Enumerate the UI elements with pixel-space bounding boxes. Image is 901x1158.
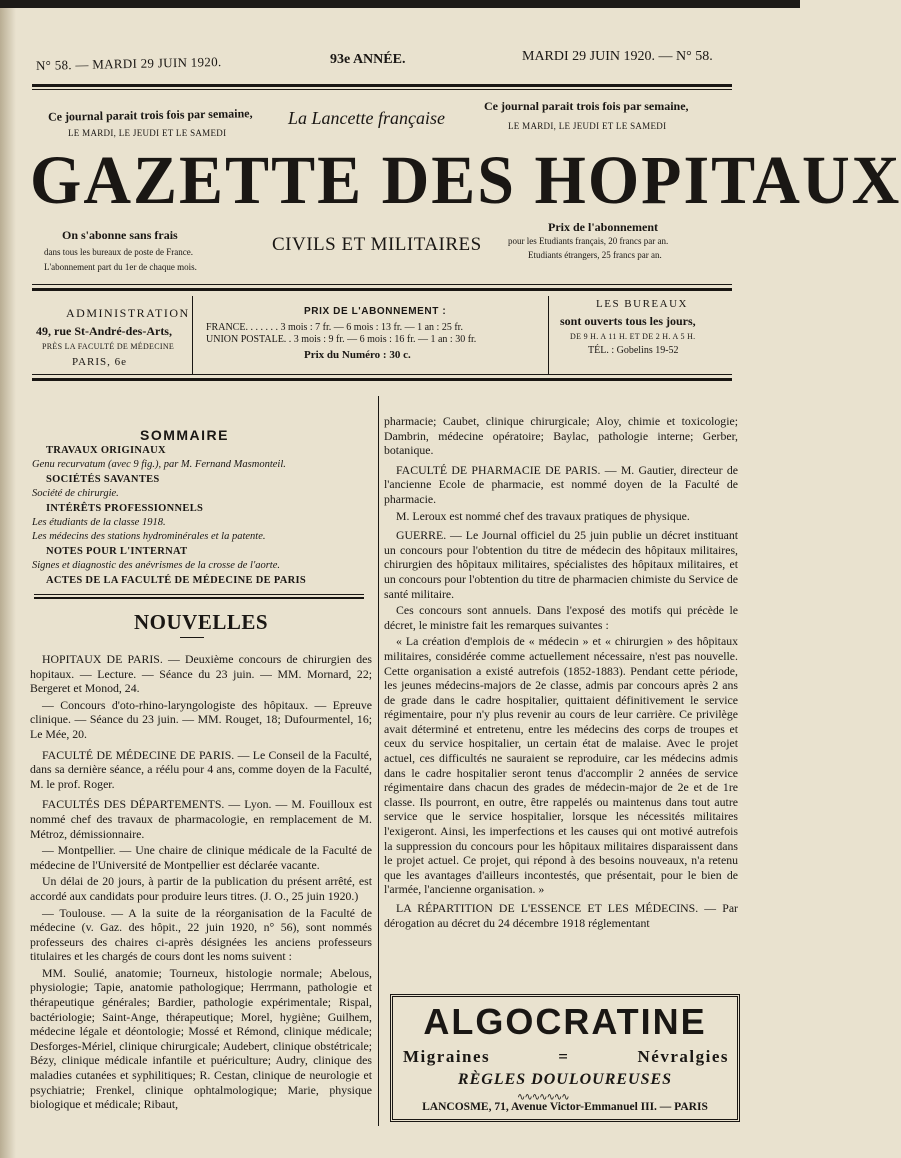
infobar-divider-right — [548, 296, 549, 374]
news-paragraph: MM. Soulié, anatomie; Tourneux, histologie normale; Abelous, physiologie; Tapie, anatomie pathologique; Herrmann, pathologie et thérapeutique générales; Bardier, pathologie expérimentale; Rispal, bactériologie; Saint-Ange, thérapeutique; Morel, hygiène; Guilhem, médecine légale et déontologie; Mossé et Rémond, clinique médicale; Desforges-Mériel, clinique chirurgicale; Audebert, clinique obstétricale; Bézy, clinique médicale infantile et puériculture; Audry, clinique des maladies cutanées et syphilitiques; R. Cestan, clinique de neurologie et psychiatrie; Frenkel, clinique ophtalmologique; Marie, physique biologique et médicale; Ribaut, — [30, 965, 372, 1112]
news-paragraph: LA RÉPARTITION DE L'ESSENCE ET LES MÉDECINS. — Par dérogation au décret du 24 décembre 1918 réglementant — [384, 901, 738, 930]
administration-note: PRÈS LA FACULTÉ DE MÉDECINE — [42, 342, 175, 351]
sommaire-heading: NOTES POUR L'INTERNAT — [46, 545, 188, 557]
frequency-note-right: Ce journal parait trois fois par semaine, — [484, 99, 689, 113]
news-paragraph: GUERRE. — Le Journal officiel du 25 juin publie un décret instituant un concours pour l'obtention du titre de médecin des hôpitaux militaires, chirurgien des hôpitaux militaires, spécialistes des hôpitaux militaires, et un concours pour l'obtention du titre de pharmacien chimiste du Service de santé militaire. — [384, 528, 738, 601]
sommaire-list — [32, 444, 372, 588]
sommaire-item: Société de chirurgie. — [32, 488, 119, 500]
price-row-union: UNION POSTALE. . 3 mois : 9 fr. — 6 mois : 16 fr. — 1 an : 30 fr. — [206, 334, 477, 345]
sommaire-heading: INTÉRÊTS PROFESSIONNELS — [46, 502, 204, 514]
advert-address: LANCOSME, 71, Avenue Victor-Emmanuel III. — PARIS — [422, 1101, 708, 1113]
news-paragraph: — Montpellier. — Une chaire de clinique médicale de la Faculté de médecine de l'Université de Montpellier est déclarée vacante. — [30, 843, 372, 872]
masthead-rule — [32, 288, 732, 291]
infobar-divider-left — [192, 296, 193, 374]
right-column — [384, 414, 738, 932]
news-paragraph: pharmacie; Caubet, clinique chirurgicale; Aloy, chimie et toxicologie; Dambrin, médecine opératoire; Baylac, pathologie interne; Gerber, botanique. — [384, 414, 738, 458]
news-paragraph: M. Leroux est nommé chef des travaux pratiques de physique. — [396, 508, 690, 523]
price-table-heading: PRIX DE L'ABONNEMENT : — [304, 306, 447, 317]
issue-date-left: N° 58. — MARDI 29 JUIN 1920. — [35, 54, 222, 73]
news-paragraph: HOPITAUX DE PARIS. — Deuxième concours de chirurgien des hopitaux. — Lecture. — Séance du 23 juin. — MM. Mornard, 22; Bergeret et Monod, 24. — [30, 652, 372, 696]
page-binding-shadow — [0, 0, 16, 1158]
algocratine-advert — [390, 994, 740, 1122]
advert-migraines: Migraines — [403, 1047, 491, 1066]
advert-brand: ALGOCRATINE — [423, 1001, 707, 1042]
sommaire-heading: ACTES DE LA FACULTÉ DE MÉDECINE DE PARIS — [46, 574, 307, 586]
newspaper-subtitle: CIVILS ET MILITAIRES — [272, 234, 482, 255]
subscribe-note-3: L'abonnement part du 1er de chaque mois. — [44, 262, 197, 272]
subscription-price-french: pour les Etudiants français, 20 francs par an. — [508, 236, 669, 246]
subscription-price-foreign: Etudiants étrangers, 25 francs par an. — [528, 250, 662, 260]
issue-year: 93e ANNÉE. — [330, 52, 406, 67]
advert-separator: = — [558, 1047, 570, 1066]
infobar-rule — [32, 378, 732, 381]
sommaire-heading: TRAVAUX ORIGINAUX — [46, 445, 166, 456]
sommaire-item: Signes et diagnostic des anévrismes de la crosse de l'aorte. — [32, 560, 280, 572]
newspaper-title: GAZETTE DES HOPITAUX — [30, 142, 901, 219]
offices-hours: DE 9 H. A 11 H. ET DE 2 H. A 5 H. — [570, 332, 696, 341]
news-paragraph: FACULTÉ DE MÉDECINE DE PARIS. — Le Conseil de la Faculté, dans sa dernière séance, a réélu pour 4 ans, comme doyen de la Faculté, M. le prof. Roger. — [30, 747, 372, 791]
sommaire-item: Les étudiants de la classe 1918. — [32, 517, 166, 529]
subscribe-note-1: On s'abonne sans frais — [62, 228, 178, 242]
advert-ornament: ∿∿∿∿∿∿∿ — [517, 1092, 569, 1103]
frequency-days-left: LE MARDI, LE JEUDI ET LE SAMEDI — [68, 128, 227, 138]
advert-regles: RÈGLES DOULOUREUSES — [457, 1071, 673, 1088]
advert-indications — [403, 1047, 729, 1067]
nouvelles-title: NOUVELLES — [134, 610, 269, 634]
offices-phone: TÉL. : Gobelins 19-52 — [588, 345, 679, 356]
sommaire-item: Genu recurvatum (avec 9 fig.), par M. Fernand Masmonteil. — [32, 459, 286, 471]
offices-label: LES BUREAUX — [596, 298, 688, 310]
administration-label: ADMINISTRATION — [66, 306, 190, 320]
lancette-subtitle: La Lancette française — [288, 108, 445, 128]
news-paragraph: Un délai de 20 jours, à partir de la publication du présent arrêté, est accordé aux candidats pour produire leurs titres. (J. O., 25 juin 1920.) — [30, 874, 372, 903]
news-paragraph: FACULTÉ DE PHARMACIE DE PARIS. — M. Gautier, directeur de l'ancienne Ecole de pharmacie, est nommé doyen de la Faculté de pharmacie. — [384, 462, 738, 506]
news-paragraph: — Toulouse. — A la suite de la réorganisation de la Faculté de médecine (v. Gaz. des hôpit., 22 juin 1920, n° 56), sont nommés professeurs des chaires ci-après désignées les anciens professeurs titulaires et les chargés de cours dont les noms suivent : — [30, 905, 372, 964]
page-top-edge — [0, 0, 800, 8]
top-rule-thin — [32, 89, 732, 90]
subscribe-note-2: dans tous les bureaux de poste de France. — [44, 247, 193, 257]
administration-address: 49, rue St-André-des-Arts, — [36, 324, 172, 338]
news-paragraph: FACULTÉS DES DÉPARTEMENTS. — Lyon. — M. Fouilloux est nommé chef des travaux de pharmacologie, en remplacement de M. Métroz, démissionnaire. — [30, 797, 372, 841]
frequency-days-right: LE MARDI, LE JEUDI ET LE SAMEDI — [508, 121, 667, 131]
administration-city: PARIS, 6e — [72, 356, 128, 368]
offices-hours-heading: sont ouverts tous les jours, — [560, 314, 696, 328]
news-paragraph: « La création d'emplois de « médecin » et « chirurgien » des hôpitaux militaires, considérée comme actuellement nécessaire, n'est pas nouvelle. Cette organisation a existé autrefois (1852-1883). Pendant cette période, les jeunes médecins-majors de 2e classe, admis par concours après 2 ans de grade dans le cadre hospitalier, quittaient définitivement le service régimentaire, pour n'y plus revenir au cours de leur carrière. Ce privilège avait déterminé et entretenu, entre les médecins des corps de troupes et ceux du service hospitalier, un certain état de malaise. Avec le projet actuel, ces difficultés ne sauraient se reproduire, car les médecins admis dans le cadre hospitalier seront tenus d'accomplir 2 années de service régimentaire dans chacun des grades de médecin-major de 2e et de 1re classe. Ils pourront, en outre, être rappelés ou maintenus dans tout autre service que le service hospitalier, lorsque les nécessités militaires l'exigeront. Ainsi, les imperfections et les causes qui ont motivé autrefois la suppression du concours pour les hôpitaux militaires disparaissent dans le projet actuel. Ce projet, qui répond à des besoins nouveaux, n'a retenu que les avantages d'ailleurs incontestés, que présentait, pour le bien de l'armée, l'ancienne organisation. » — [384, 634, 738, 897]
subscription-price-heading: Prix de l'abonnement — [548, 220, 658, 234]
nouvelles-column — [30, 652, 372, 1114]
infobar-rule-thin — [32, 374, 732, 375]
top-rule — [32, 84, 732, 87]
nouvelles-title-underline — [180, 637, 204, 638]
advert-nevralgies: Névralgies — [637, 1047, 729, 1066]
single-issue-price: Prix du Numéro : 30 c. — [304, 349, 411, 361]
sommaire-heading: SOCIÉTÉS SAVANTES — [46, 473, 160, 485]
sommaire-item: Les médecins des stations hydrominérales et la patente. — [32, 531, 266, 543]
price-row-france: FRANCE. . . . . . . 3 mois : 7 fr. — 6 mois : 13 fr. — 1 an : 25 fr. — [206, 322, 463, 333]
masthead-rule-thin — [32, 284, 732, 285]
sommaire-title: SOMMAIRE — [140, 427, 229, 443]
frequency-note-left: Ce journal parait trois fois par semaine, — [47, 106, 253, 124]
sommaire-rule — [34, 597, 364, 599]
sommaire-rule-thin — [34, 594, 364, 595]
issue-date-right: MARDI 29 JUIN 1920. — N° 58. — [522, 49, 713, 64]
column-divider — [378, 396, 379, 1126]
news-paragraph: — Concours d'oto-rhino-laryngologiste des hôpitaux. — Epreuve clinique. — Séance du 23 juin. — MM. Rouget, 18; Dufourmentel, 16; Le Mée, 20. — [30, 697, 372, 741]
news-paragraph: Ces concours sont annuels. Dans l'exposé des motifs qui précède le décret, le ministre fait les remarques suivantes : — [384, 603, 738, 632]
